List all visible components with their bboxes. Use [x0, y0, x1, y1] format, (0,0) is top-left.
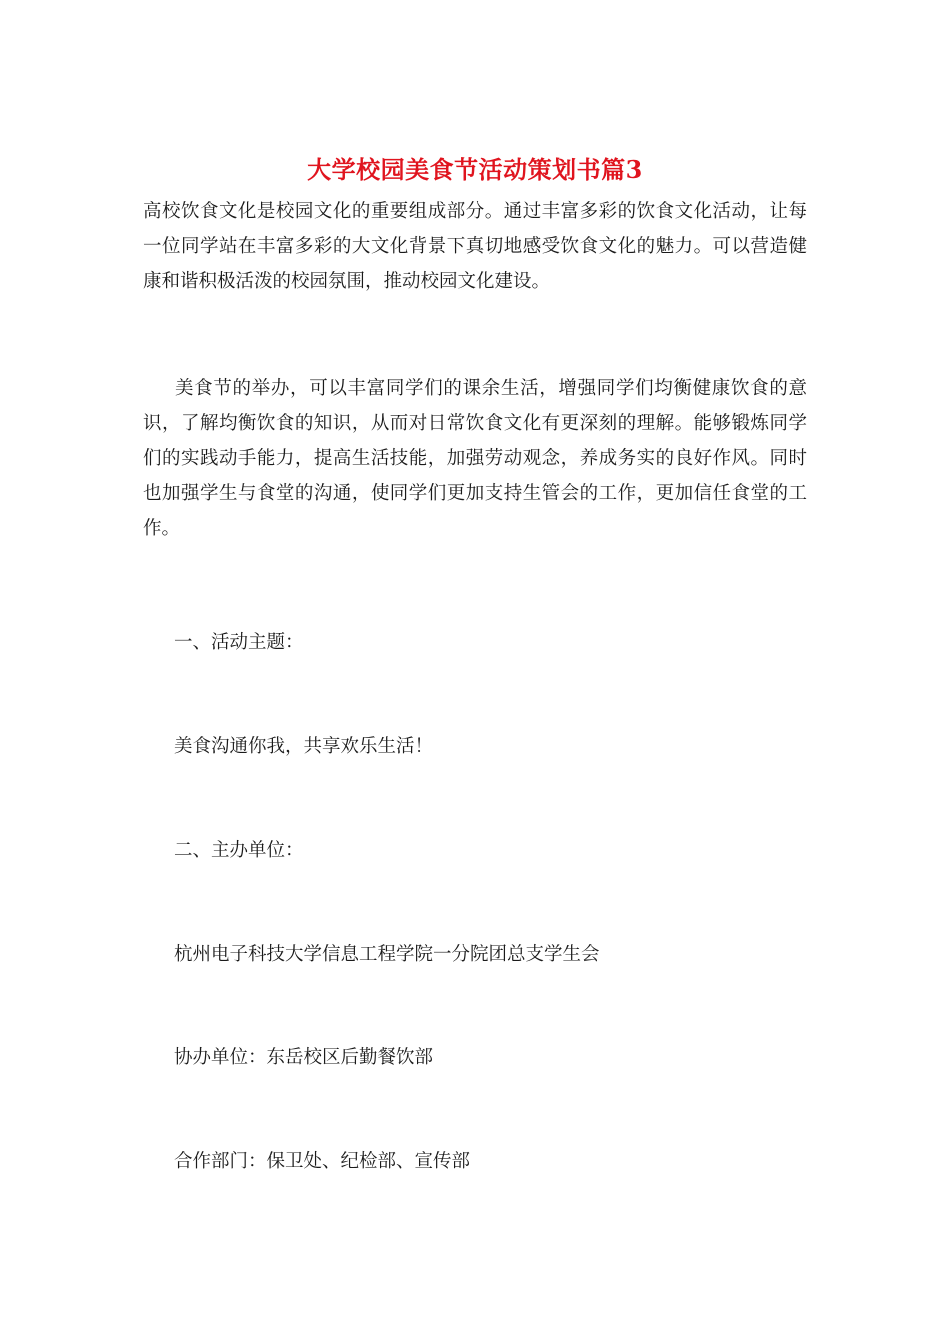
- section-theme-text: 美食沟通你我，共享欢乐生活！: [174, 736, 434, 757]
- co-organizer-text: 协办单位：东岳校区后勤餐饮部: [174, 1047, 434, 1068]
- organizer-text: 杭州电子科技大学信息工程学院一分院团总支学生会: [174, 944, 600, 965]
- section-theme-heading: 一、活动主题：: [174, 632, 304, 653]
- partners-text: 合作部门：保卫处、纪检部、宣传部: [174, 1151, 471, 1172]
- intro-paragraph: 高校饮食文化是校园文化的重要组成部分。通过丰富多彩的饮食文化活动，让每一位同学站在丰富多彩的大文化背景下真切地感受饮食文化的魅力。可以营造健康和谐积极活泼的校园氛围，推动校园文化建设。: [143, 201, 807, 292]
- section-organizer-heading: 二、主办单位：: [174, 840, 304, 861]
- purpose-paragraph: 美食节的举办，可以丰富同学们的课余生活，增强同学们均衡健康饮食的意识，了解均衡饮食的知识，从而对日常饮食文化有更深刻的理解。能够锻炼同学们的实践动手能力，提高生活技能，加强劳动观念，养成务实的良好作风。同时也加强学生与食堂的沟通，使同学们更加支持生管会的工作，更加信任食堂的工作。: [143, 378, 807, 539]
- document-title: 大学校园美食节活动策划书篇3: [307, 155, 643, 184]
